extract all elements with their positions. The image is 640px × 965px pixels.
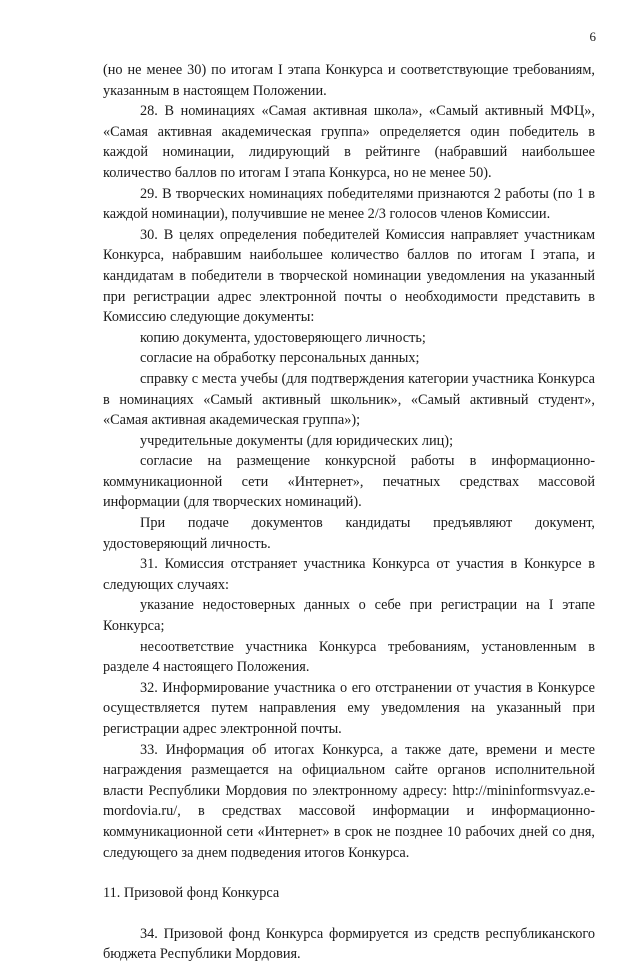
list-item-study-certificate: справку с места учебы (для подтверждения категории участника Конкурса в номинациях «Самый активный школьник», «Самый активный студент», «Самая активная академическая группа»);: [103, 370, 595, 429]
paragraph-33: 33. Информация об итогах Конкурса, а также дате, времени и месте награждения размещается на официальном сайте органов исполнительной власти Республики Мордовия по электронному адресу: http://mininformsvyaz.e-mordovia.ru/, в средствах массовой информации и информационно-коммуникационной сети «Интернет» в срок не позднее 10 рабочих дней со дня, следующего за днем подведения итогов Конкурса.: [103, 741, 595, 861]
paragraph-28: 28. В номинациях «Самая активная школа», «Самый активный МФЦ», «Самая активная академическая группа» определяется один победитель в каждой номинации, лидирующий в рейтинге (набравший наибольшее количество баллов по итогам I этапа Конкурса, но не менее 50).: [103, 103, 595, 181]
list-item-id-copy: копию документа, удостоверяющего личность;: [140, 329, 426, 346]
page-number: 6: [589, 29, 596, 44]
paragraph-30: 30. В целях определения победителей Комиссия направляет участникам Конкурса, набравшим наибольшее количество баллов по итогам I этапа, и кандидатам в победители в творческой номинации уведомления на указанный при регистрации адрес электронной почты о необходимости представить в Комиссию следующие документы:: [103, 226, 595, 326]
list-item-consent-personal-data: согласие на обработку персональных данных;: [140, 350, 420, 367]
paragraph-34: 34. Призовой фонд Конкурса формируется из средств республиканского бюджета Республики Мордовия.: [103, 925, 595, 963]
list-item-consent-publication: согласие на размещение конкурсной работы в информационно-коммуникационной сети «Интернет», печатных средствах массовой информации (для творческих номинаций).: [103, 453, 595, 511]
paragraph-32: 32. Информирование участника о его отстранении от участия в Конкурсе осуществляется путем направления ему уведомления на указанный при регистрации адрес электронной почты.: [103, 679, 595, 737]
list-item-nonconformity: несоответствие участника Конкурса требованиям, установленным в разделе 4 настоящего Положения.: [103, 638, 595, 676]
section-heading: 11. Призовой фонд Конкурса: [103, 885, 280, 902]
document-body: [103, 60, 595, 965]
paragraph-31: 31. Комиссия отстраняет участника Конкурса от участия в Конкурсе в следующих случаях:: [103, 556, 595, 593]
paragraph-continuation: (но не менее 30) по итогам I этапа Конкурса и соответствующие требованиям, указанным в настоящем Положении.: [103, 62, 595, 99]
paragraph-id-presentation: При подаче документов кандидаты предъявляют документ, удостоверяющий личность.: [103, 515, 595, 552]
list-item-founding-documents: учредительные документы (для юридических лиц);: [140, 432, 454, 449]
paragraph-29: 29. В творческих номинациях победителями признаются 2 работы (по 1 в каждой номинации), получившие не менее 2/3 голосов членов Комиссии.: [103, 185, 595, 223]
list-item-false-data: указание недостоверных данных о себе при регистрации на I этапе Конкурса;: [103, 597, 595, 635]
